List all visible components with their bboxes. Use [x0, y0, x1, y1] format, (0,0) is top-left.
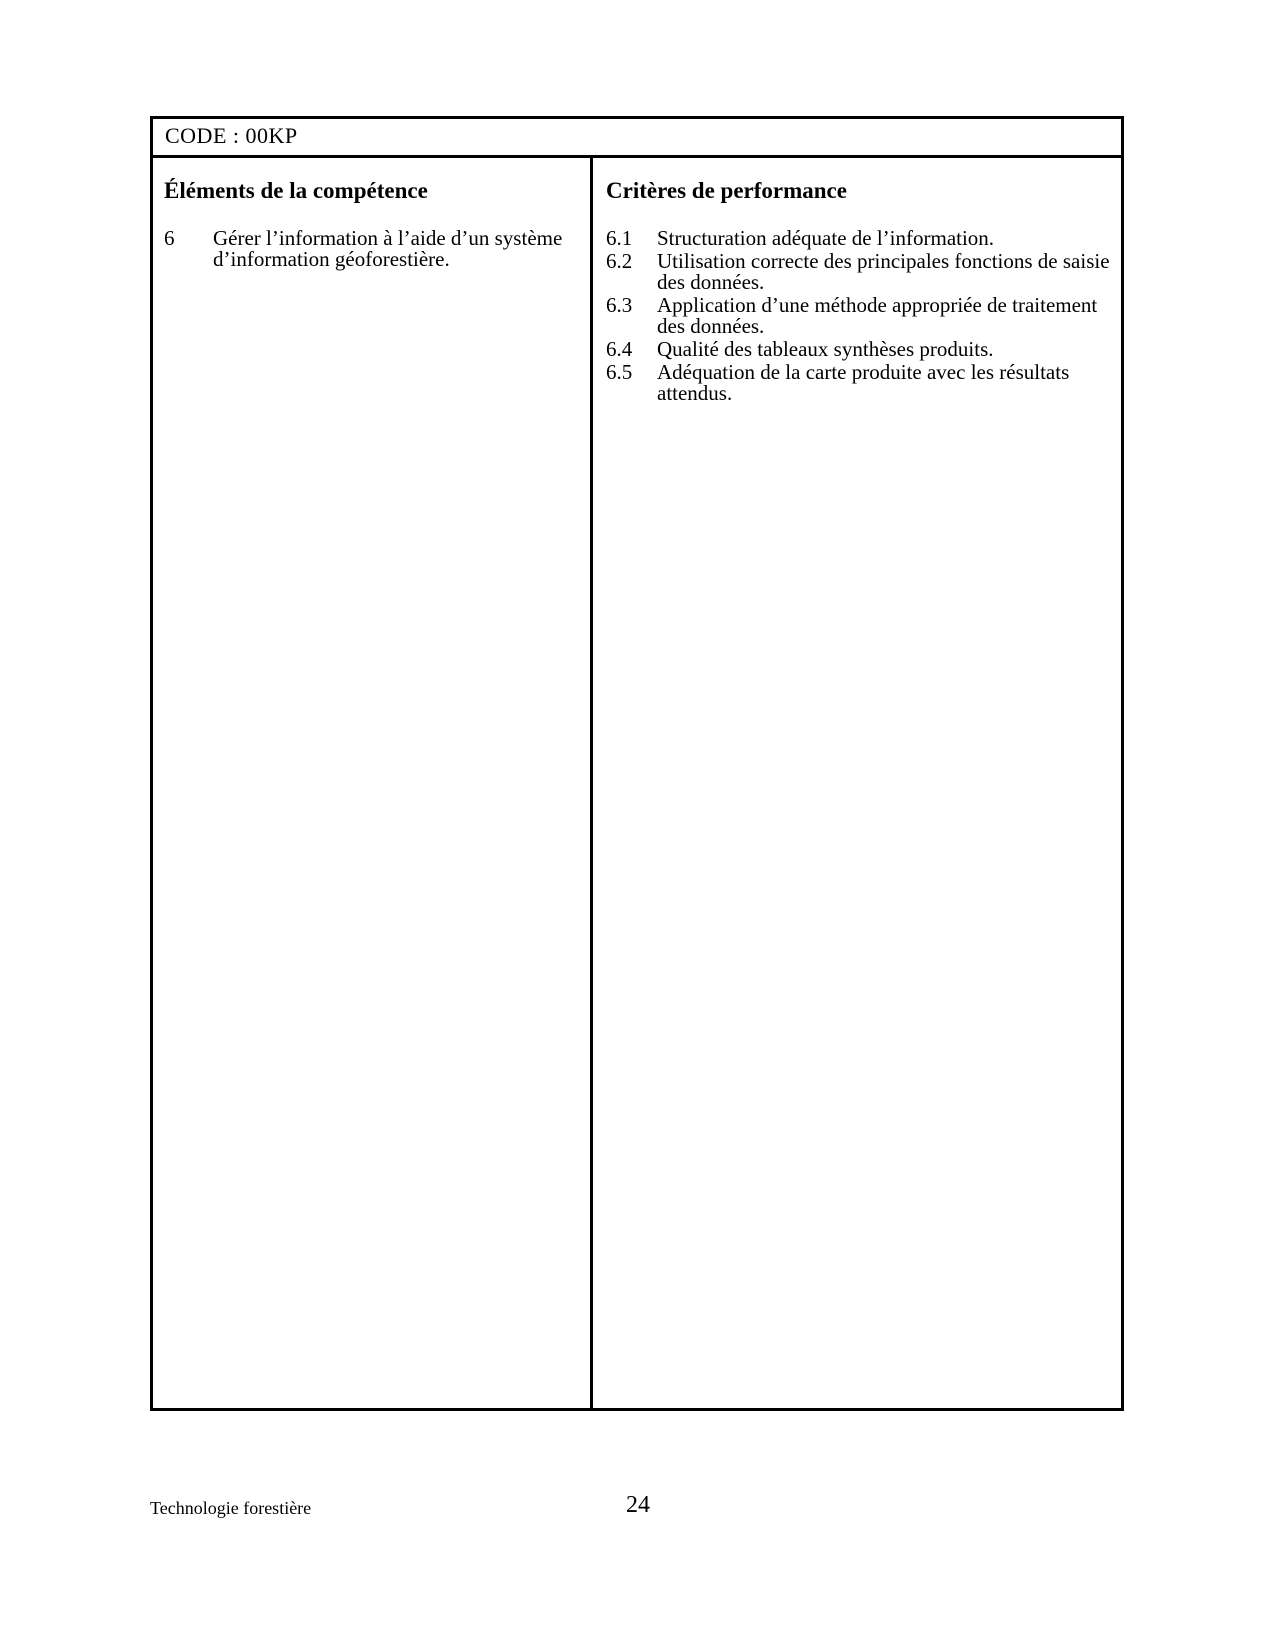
- element-number: 6: [164, 226, 175, 250]
- criterion-text: Application d’une méthode appropriée de traitement des données.: [657, 293, 1098, 338]
- criteria-column: [593, 158, 1121, 1408]
- criterion-text: Utilisation correcte des principales fonctions de saisie des données.: [657, 249, 1110, 294]
- code-label: CODE : 00KP: [153, 119, 1121, 158]
- criterion-number: 6.2: [606, 249, 633, 273]
- criterion-number: 6.4: [606, 337, 633, 361]
- elements-heading: Éléments de la compétence: [164, 178, 428, 203]
- criterion-text: Adéquation de la carte produite avec les résultats attendus.: [657, 360, 1070, 405]
- elements-column: [153, 158, 590, 1408]
- competency-table: [150, 116, 1124, 1411]
- criterion-item: [606, 228, 1111, 249]
- criterion-item: [606, 339, 1111, 360]
- page-number: 24: [626, 1492, 650, 1518]
- criterion-item: [606, 362, 1111, 404]
- criteria-heading: Critères de performance: [606, 178, 847, 203]
- criterion-number: 6.3: [606, 293, 633, 317]
- criterion-item: [606, 251, 1111, 293]
- footer-program-name: Technologie forestière: [150, 1498, 312, 1518]
- criterion-item: [606, 295, 1111, 337]
- criterion-text: Qualité des tableaux synthèses produits.: [657, 337, 994, 361]
- element-text: Gérer l’information à l’aide d’un système d’information géoforestière.: [213, 226, 563, 271]
- criterion-number: 6.1: [606, 226, 633, 250]
- criterion-text: Structuration adéquate de l’information.: [657, 226, 995, 250]
- element-item: [164, 228, 580, 270]
- criteria-list: [606, 228, 1111, 404]
- criterion-number: 6.5: [606, 360, 633, 384]
